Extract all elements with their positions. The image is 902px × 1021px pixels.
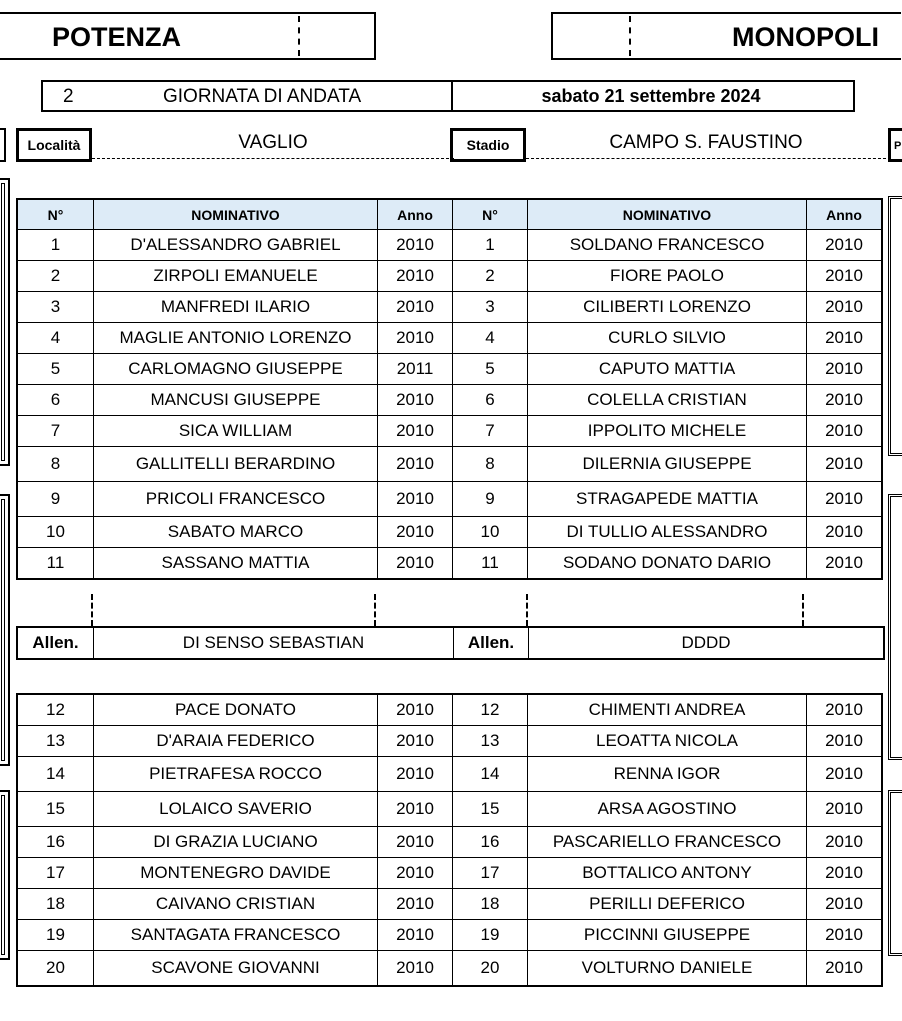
- table-row: [17, 694, 882, 726]
- table-row: [17, 920, 882, 951]
- left-frame-2: [0, 494, 10, 766]
- home-year: 2010: [378, 230, 453, 261]
- home-year: 2010: [378, 951, 453, 987]
- away-team-name: MONOPOLI: [732, 22, 879, 52]
- home-year: 2010: [378, 385, 453, 416]
- num: 18: [453, 889, 528, 920]
- header-num-away: N°: [453, 199, 528, 230]
- away-player: PICCINNI GIUSEPPE: [528, 920, 807, 951]
- table-row: [17, 548, 882, 580]
- table-row: [17, 230, 882, 261]
- away-player: DI TULLIO ALESSANDRO: [528, 517, 807, 548]
- num: 11: [453, 548, 528, 580]
- coach-label-home: Allen.: [17, 627, 94, 659]
- home-player: MANCUSI GIUSEPPE: [94, 385, 378, 416]
- num: 16: [453, 827, 528, 858]
- num: 12: [453, 694, 528, 726]
- home-year: 2010: [378, 517, 453, 548]
- num: 20: [17, 951, 94, 987]
- table-row: [17, 726, 882, 757]
- num: 6: [17, 385, 94, 416]
- num: 4: [17, 323, 94, 354]
- header-num-home: N°: [17, 199, 94, 230]
- home-year: 2010: [378, 889, 453, 920]
- away-player: RENNA IGOR: [528, 757, 807, 792]
- away-player: LEOATTA NICOLA: [528, 726, 807, 757]
- away-year: 2010: [807, 827, 883, 858]
- away-player: DILERNIA GIUSEPPE: [528, 447, 807, 482]
- home-player: SCAVONE GIOVANNI: [94, 951, 378, 987]
- table-row: [17, 858, 882, 889]
- num: 20: [453, 951, 528, 987]
- num: 9: [453, 482, 528, 517]
- away-year: 2010: [807, 889, 883, 920]
- num: 5: [17, 354, 94, 385]
- num: 13: [453, 726, 528, 757]
- num: 17: [17, 858, 94, 889]
- num: 11: [17, 548, 94, 580]
- table-row: [17, 385, 882, 416]
- home-year: 2011: [378, 354, 453, 385]
- right-edge-mark: P: [888, 128, 902, 162]
- home-player: MONTENEGRO DAVIDE: [94, 858, 378, 889]
- starters-table: [16, 198, 883, 580]
- away-player: CILIBERTI LORENZO: [528, 292, 807, 323]
- table-row: [17, 447, 882, 482]
- home-year: 2010: [378, 858, 453, 889]
- table-row: [17, 323, 882, 354]
- header-name-home: NOMINATIVO: [94, 199, 378, 230]
- home-year: 2010: [378, 292, 453, 323]
- table-row: [17, 792, 882, 827]
- home-player: MANFREDI ILARIO: [94, 292, 378, 323]
- num: 10: [17, 517, 94, 548]
- home-player: PACE DONATO: [94, 694, 378, 726]
- away-player: ARSA AGOSTINO: [528, 792, 807, 827]
- home-team-box: [0, 12, 376, 60]
- right-frame-2: [888, 494, 902, 760]
- home-player: MAGLIE ANTONIO LORENZO: [94, 323, 378, 354]
- home-player: SASSANO MATTIA: [94, 548, 378, 580]
- away-year: 2010: [807, 792, 883, 827]
- away-year: 2010: [807, 323, 883, 354]
- away-year: 2010: [807, 548, 883, 580]
- home-year: 2010: [378, 757, 453, 792]
- coach-home: DI SENSO SEBASTIAN: [94, 627, 454, 659]
- left-frame-3: [0, 790, 10, 960]
- num: 8: [17, 447, 94, 482]
- num: 19: [453, 920, 528, 951]
- num: 3: [453, 292, 528, 323]
- num: 3: [17, 292, 94, 323]
- num: 13: [17, 726, 94, 757]
- home-player: LOLAICO SAVERIO: [94, 792, 378, 827]
- num: 16: [17, 827, 94, 858]
- right-frame-3: [888, 790, 902, 956]
- table-row: [17, 416, 882, 447]
- away-year: 2010: [807, 694, 883, 726]
- header-name-away: NOMINATIVO: [528, 199, 807, 230]
- home-player: SABATO MARCO: [94, 517, 378, 548]
- round-box: [41, 80, 453, 112]
- home-year: 2010: [378, 261, 453, 292]
- away-player: PASCARIELLO FRANCESCO: [528, 827, 807, 858]
- home-team-name: POTENZA: [52, 22, 182, 52]
- table-row: [17, 482, 882, 517]
- num: 2: [453, 261, 528, 292]
- table-row: [17, 827, 882, 858]
- home-year: 2010: [378, 694, 453, 726]
- home-year: 2010: [378, 827, 453, 858]
- away-year: 2010: [807, 354, 883, 385]
- away-year: 2010: [807, 858, 883, 889]
- subs-table: [16, 693, 883, 987]
- home-year: 2010: [378, 482, 453, 517]
- location-value: VAGLIO: [92, 132, 454, 159]
- num: 14: [453, 757, 528, 792]
- home-player: SANTAGATA FRANCESCO: [94, 920, 378, 951]
- num: 18: [17, 889, 94, 920]
- left-edge-mark: [0, 128, 6, 162]
- num: 4: [453, 323, 528, 354]
- home-player: CAIVANO CRISTIAN: [94, 889, 378, 920]
- away-year: 2010: [807, 726, 883, 757]
- away-player: PERILLI DEFERICO: [528, 889, 807, 920]
- coach-away: DDDD: [529, 627, 885, 659]
- home-player: PIETRAFESA ROCCO: [94, 757, 378, 792]
- home-player: ZIRPOLI EMANUELE: [94, 261, 378, 292]
- away-year: 2010: [807, 951, 883, 987]
- num: 5: [453, 354, 528, 385]
- home-player: D'ARAIA FEDERICO: [94, 726, 378, 757]
- table-row: [17, 517, 882, 548]
- num: 2: [17, 261, 94, 292]
- empty-spacer-row: [16, 594, 878, 626]
- away-player: STRAGAPEDE MATTIA: [528, 482, 807, 517]
- home-player: SICA WILLIAM: [94, 416, 378, 447]
- num: 15: [453, 792, 528, 827]
- table-header-row: [17, 199, 882, 230]
- left-frame-1: [0, 178, 10, 466]
- home-player: D'ALESSANDRO GABRIEL: [94, 230, 378, 261]
- num: 8: [453, 447, 528, 482]
- home-year: 2010: [378, 726, 453, 757]
- away-player: IPPOLITO MICHELE: [528, 416, 807, 447]
- away-year: 2010: [807, 757, 883, 792]
- home-player: PRICOLI FRANCESCO: [94, 482, 378, 517]
- num: 1: [453, 230, 528, 261]
- away-player: BOTTALICO ANTONY: [528, 858, 807, 889]
- header-year-home: Anno: [378, 199, 453, 230]
- away-player: VOLTURNO DANIELE: [528, 951, 807, 987]
- home-year: 2010: [378, 416, 453, 447]
- stadium-value: CAMPO S. FAUSTINO: [526, 132, 886, 159]
- num: 7: [17, 416, 94, 447]
- away-year: 2010: [807, 447, 883, 482]
- num: 19: [17, 920, 94, 951]
- home-player: DI GRAZIA LUCIANO: [94, 827, 378, 858]
- coach-label-away: Allen.: [454, 627, 529, 659]
- coach-row: [17, 627, 884, 659]
- num: 9: [17, 482, 94, 517]
- away-team-box: [551, 12, 901, 60]
- away-year: 2010: [807, 517, 883, 548]
- round-number: 2: [63, 86, 74, 107]
- away-player: CAPUTO MATTIA: [528, 354, 807, 385]
- num: 14: [17, 757, 94, 792]
- round-label: GIORNATA DI ANDATA: [163, 86, 362, 107]
- right-frame-1: [888, 196, 902, 456]
- stadium-label: Stadio: [450, 128, 526, 162]
- home-year: 2010: [378, 920, 453, 951]
- num: 15: [17, 792, 94, 827]
- away-year: 2010: [807, 920, 883, 951]
- table-row: [17, 889, 882, 920]
- header-year-away: Anno: [807, 199, 883, 230]
- num: 10: [453, 517, 528, 548]
- home-year: 2010: [378, 548, 453, 580]
- home-year: 2010: [378, 792, 453, 827]
- num: 12: [17, 694, 94, 726]
- away-player: COLELLA CRISTIAN: [528, 385, 807, 416]
- match-date: sabato 21 settembre 2024: [541, 86, 761, 106]
- away-year: 2010: [807, 482, 883, 517]
- table-row: [17, 757, 882, 792]
- away-player: SODANO DONATO DARIO: [528, 548, 807, 580]
- num: 17: [453, 858, 528, 889]
- num: 6: [453, 385, 528, 416]
- table-row: [17, 292, 882, 323]
- away-player: CHIMENTI ANDREA: [528, 694, 807, 726]
- table-row: [17, 354, 882, 385]
- away-player: SOLDANO FRANCESCO: [528, 230, 807, 261]
- away-year: 2010: [807, 416, 883, 447]
- away-player: CURLO SILVIO: [528, 323, 807, 354]
- num: 7: [453, 416, 528, 447]
- date-box: [451, 80, 855, 112]
- away-year: 2010: [807, 230, 883, 261]
- location-label: Località: [16, 128, 92, 162]
- home-player: GALLITELLI BERARDINO: [94, 447, 378, 482]
- table-row: [17, 951, 882, 987]
- num: 1: [17, 230, 94, 261]
- home-player: CARLOMAGNO GIUSEPPE: [94, 354, 378, 385]
- away-player: FIORE PAOLO: [528, 261, 807, 292]
- home-year: 2010: [378, 323, 453, 354]
- away-year: 2010: [807, 385, 883, 416]
- away-year: 2010: [807, 292, 883, 323]
- home-year: 2010: [378, 447, 453, 482]
- away-year: 2010: [807, 261, 883, 292]
- coach-table: [16, 626, 885, 660]
- table-row: [17, 261, 882, 292]
